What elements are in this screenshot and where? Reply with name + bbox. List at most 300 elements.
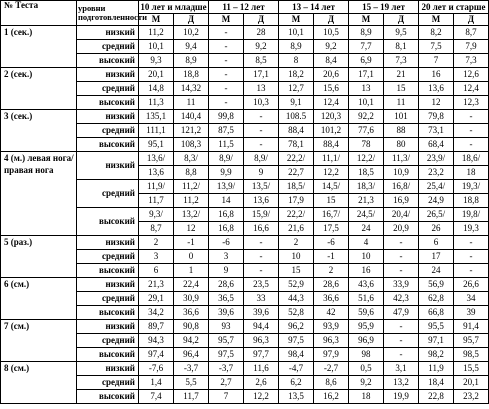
value-cell: 15 bbox=[279, 264, 314, 278]
value-cell: 8,8 bbox=[174, 166, 209, 180]
value-cell: 16,2 bbox=[314, 390, 349, 404]
value-cell: 95,7 bbox=[454, 334, 489, 348]
value-cell: 23,5 bbox=[244, 278, 279, 292]
value-cell: - bbox=[384, 236, 419, 250]
value-cell: 101 bbox=[384, 110, 419, 124]
value-cell: 73,1 bbox=[419, 124, 454, 138]
value-cell: - bbox=[244, 264, 279, 278]
value-cell: 8,4 bbox=[314, 54, 349, 68]
fitness-level-cell: средний bbox=[77, 124, 139, 138]
value-cell: 96,4 bbox=[174, 348, 209, 362]
table-row bbox=[1, 278, 489, 292]
value-cell: 8,2 bbox=[419, 26, 454, 40]
value-cell: 9,5 bbox=[384, 26, 419, 40]
age-group-header: 13 – 14 лет bbox=[279, 1, 349, 14]
value-cell: 10,1 bbox=[349, 96, 384, 110]
fitness-level-cell: высокий bbox=[77, 138, 139, 152]
value-cell: 14,8 bbox=[139, 82, 174, 96]
value-cell: 8,3/ bbox=[174, 152, 209, 166]
value-cell: 11,5 bbox=[209, 138, 244, 152]
value-cell: - bbox=[384, 250, 419, 264]
sex-header-male: М bbox=[209, 14, 244, 26]
value-cell: 95,9 bbox=[349, 320, 384, 334]
sex-header-male: М bbox=[349, 14, 384, 26]
table-row bbox=[1, 320, 489, 334]
value-cell: 2,6 bbox=[244, 376, 279, 390]
fitness-level-cell: высокий bbox=[77, 96, 139, 110]
test-number-cell: 2 (сек.) bbox=[1, 68, 77, 110]
value-cell: 8,7 bbox=[454, 26, 489, 40]
value-cell: 66,8 bbox=[419, 306, 454, 320]
value-cell: 95,7 bbox=[209, 334, 244, 348]
table-row bbox=[1, 68, 489, 82]
fitness-level-cell: высокий bbox=[77, 54, 139, 68]
value-cell: 44,3 bbox=[279, 292, 314, 306]
value-cell: 11,7 bbox=[139, 194, 174, 208]
value-cell: 18,8 bbox=[174, 68, 209, 82]
value-cell: 7,7 bbox=[349, 40, 384, 54]
value-cell: 6,9 bbox=[349, 54, 384, 68]
value-cell: 10,3 bbox=[244, 96, 279, 110]
fitness-level-header: уровни подготовленности bbox=[77, 1, 139, 26]
value-cell: 10,1 bbox=[139, 40, 174, 54]
value-cell: 11,3/ bbox=[384, 152, 419, 166]
value-cell: 23,9/ bbox=[419, 152, 454, 166]
fitness-level-cell: средний bbox=[77, 40, 139, 54]
value-cell: 96,3 bbox=[244, 334, 279, 348]
value-cell: 42,3 bbox=[384, 292, 419, 306]
value-cell: 15,6 bbox=[314, 82, 349, 96]
value-cell: - bbox=[244, 138, 279, 152]
value-cell: 28,6 bbox=[209, 278, 244, 292]
value-cell: 140,4 bbox=[174, 110, 209, 124]
value-cell: 56,9 bbox=[419, 278, 454, 292]
value-cell: 39 bbox=[454, 306, 489, 320]
fitness-level-cell: средний bbox=[77, 334, 139, 348]
value-cell: 13 bbox=[244, 82, 279, 96]
value-cell: 97,1 bbox=[419, 334, 454, 348]
fitness-level-cell: средний bbox=[77, 292, 139, 306]
test-number-cell: 3 (сек.) bbox=[1, 110, 77, 152]
value-cell: 9,2 bbox=[244, 40, 279, 54]
value-cell: 12,4 bbox=[454, 82, 489, 96]
value-cell: 39,6 bbox=[209, 306, 244, 320]
value-cell: 5,5 bbox=[174, 376, 209, 390]
value-cell: 99,8 bbox=[209, 110, 244, 124]
value-cell: 79,8 bbox=[419, 110, 454, 124]
value-cell: -2,7 bbox=[314, 362, 349, 376]
fitness-level-cell: низкий bbox=[77, 362, 139, 376]
value-cell: -4,7 bbox=[279, 362, 314, 376]
value-cell: 6 bbox=[139, 264, 174, 278]
value-cell: 17,9 bbox=[279, 194, 314, 208]
value-cell: 26,5/ bbox=[419, 208, 454, 222]
value-cell: 98 bbox=[349, 348, 384, 362]
value-cell: 8,6 bbox=[314, 376, 349, 390]
value-cell: 10,2 bbox=[174, 26, 209, 40]
table-row bbox=[1, 110, 489, 124]
value-cell: 93 bbox=[209, 320, 244, 334]
value-cell: 13,5/ bbox=[244, 180, 279, 194]
fitness-level-cell: средний bbox=[77, 376, 139, 390]
value-cell: 6 bbox=[419, 236, 454, 250]
value-cell: 21 bbox=[384, 68, 419, 82]
value-cell: 9,4 bbox=[174, 40, 209, 54]
value-cell: 21,3 bbox=[139, 278, 174, 292]
sex-header-female: Д bbox=[454, 14, 489, 26]
value-cell: 91,4 bbox=[454, 320, 489, 334]
fitness-level-cell: средний bbox=[77, 180, 139, 208]
value-cell: 16,6 bbox=[244, 222, 279, 236]
value-cell: 20,9 bbox=[384, 222, 419, 236]
value-cell: 7,3 bbox=[454, 54, 489, 68]
value-cell: 11,6 bbox=[244, 362, 279, 376]
value-cell: 15 bbox=[314, 194, 349, 208]
value-cell: 11,2 bbox=[139, 26, 174, 40]
age-group-header: 15 – 19 лет bbox=[349, 1, 419, 14]
value-cell: 21,6 bbox=[279, 222, 314, 236]
value-cell: 24,9 bbox=[419, 194, 454, 208]
value-cell: -6 bbox=[209, 236, 244, 250]
value-cell: 11,7 bbox=[174, 390, 209, 404]
value-cell: 120,3 bbox=[314, 110, 349, 124]
value-cell: 10 bbox=[349, 250, 384, 264]
value-cell: 52,8 bbox=[279, 306, 314, 320]
value-cell: 96,3 bbox=[314, 334, 349, 348]
fitness-level-cell: низкий bbox=[77, 278, 139, 292]
value-cell: 8,9/ bbox=[209, 152, 244, 166]
value-cell: 24 bbox=[419, 264, 454, 278]
value-cell: 17,1 bbox=[349, 68, 384, 82]
table-body bbox=[1, 26, 489, 404]
value-cell: 17,1 bbox=[244, 68, 279, 82]
test-number-cell: 4 (м.) левая нога/правая нога bbox=[1, 152, 77, 236]
age-group-header: 20 лет и старше bbox=[419, 1, 489, 14]
value-cell: 39,6 bbox=[244, 306, 279, 320]
value-cell: 8,9 bbox=[349, 26, 384, 40]
value-cell: 8,9/ bbox=[244, 152, 279, 166]
value-cell: - bbox=[454, 264, 489, 278]
value-cell: 42 bbox=[314, 306, 349, 320]
fitness-level-cell: низкий bbox=[77, 110, 139, 124]
value-cell: 12,2/ bbox=[349, 152, 384, 166]
fitness-level-cell: низкий bbox=[77, 68, 139, 82]
value-cell: - bbox=[244, 110, 279, 124]
value-cell: 11,3 bbox=[139, 96, 174, 110]
value-cell: 8,1 bbox=[384, 40, 419, 54]
value-cell: 77,6 bbox=[349, 124, 384, 138]
value-cell: 18 bbox=[454, 166, 489, 180]
value-cell: 13,2 bbox=[384, 376, 419, 390]
fitness-level-cell: высокий bbox=[77, 348, 139, 362]
value-cell: 101,2 bbox=[314, 124, 349, 138]
value-cell: 11,9/ bbox=[139, 180, 174, 194]
value-cell: 20,1 bbox=[454, 376, 489, 390]
value-cell: 15 bbox=[384, 82, 419, 96]
fitness-level-cell: высокий bbox=[77, 390, 139, 404]
value-cell: - bbox=[454, 110, 489, 124]
value-cell: 88,4 bbox=[279, 124, 314, 138]
fitness-level-cell: высокий bbox=[77, 306, 139, 320]
value-cell: 88 bbox=[384, 124, 419, 138]
value-cell: 7 bbox=[419, 54, 454, 68]
value-cell: 36,6 bbox=[174, 306, 209, 320]
value-cell: 15,9/ bbox=[244, 208, 279, 222]
value-cell: 17 bbox=[419, 250, 454, 264]
value-cell: 59,6 bbox=[349, 306, 384, 320]
sex-header-female: Д bbox=[384, 14, 419, 26]
value-cell: 18,8 bbox=[454, 194, 489, 208]
sex-header-female: Д bbox=[314, 14, 349, 26]
value-cell: 47,9 bbox=[384, 306, 419, 320]
value-cell: 18,5 bbox=[349, 166, 384, 180]
value-cell: 13,5 bbox=[279, 390, 314, 404]
value-cell: - bbox=[384, 264, 419, 278]
value-cell: - bbox=[209, 54, 244, 68]
value-cell: - bbox=[454, 250, 489, 264]
sex-header-female: Д bbox=[244, 14, 279, 26]
value-cell: 12,2 bbox=[244, 390, 279, 404]
table-row bbox=[1, 152, 489, 166]
value-cell: 7,4 bbox=[139, 390, 174, 404]
age-group-header: 11 – 12 лет bbox=[209, 1, 279, 14]
value-cell: 97,5 bbox=[209, 348, 244, 362]
test-number-cell: 8 (см.) bbox=[1, 362, 77, 404]
fitness-level-cell: низкий bbox=[77, 152, 139, 180]
value-cell: 19,3/ bbox=[454, 180, 489, 194]
value-cell: 96,2 bbox=[279, 320, 314, 334]
value-cell: 18,3/ bbox=[349, 180, 384, 194]
value-cell: 8 bbox=[279, 54, 314, 68]
value-cell: 14,5/ bbox=[314, 180, 349, 194]
value-cell: 18,5/ bbox=[279, 180, 314, 194]
fitness-level-cell: средний bbox=[77, 82, 139, 96]
value-cell: 13,6 bbox=[244, 194, 279, 208]
fitness-level-cell: низкий bbox=[77, 26, 139, 40]
value-cell: 16,7/ bbox=[314, 208, 349, 222]
value-cell: 22,2/ bbox=[279, 208, 314, 222]
value-cell: 12,2 bbox=[314, 166, 349, 180]
value-cell: 29,1 bbox=[139, 292, 174, 306]
value-cell: - bbox=[209, 82, 244, 96]
value-cell: 7 bbox=[209, 390, 244, 404]
value-cell: 98,4 bbox=[279, 348, 314, 362]
value-cell: 1,4 bbox=[139, 376, 174, 390]
value-cell: 22,2/ bbox=[279, 152, 314, 166]
value-cell: 19,9 bbox=[384, 390, 419, 404]
value-cell: 22,4 bbox=[174, 278, 209, 292]
value-cell: 12 bbox=[174, 222, 209, 236]
value-cell: 98,2 bbox=[419, 348, 454, 362]
value-cell: 28,6 bbox=[314, 278, 349, 292]
value-cell: 2 bbox=[139, 236, 174, 250]
value-cell: 18,4 bbox=[419, 376, 454, 390]
value-cell: 18 bbox=[349, 390, 384, 404]
value-cell: 13,9/ bbox=[209, 180, 244, 194]
value-cell: 13,6/ bbox=[139, 152, 174, 166]
value-cell: 16,8 bbox=[209, 222, 244, 236]
value-cell: - bbox=[244, 124, 279, 138]
value-cell: 97,5 bbox=[279, 334, 314, 348]
value-cell: 8,9 bbox=[279, 40, 314, 54]
value-cell: 90,8 bbox=[174, 320, 209, 334]
value-cell: 16,8 bbox=[209, 208, 244, 222]
value-cell: 26 bbox=[419, 222, 454, 236]
value-cell: 2 bbox=[314, 264, 349, 278]
value-cell: 11,2 bbox=[174, 194, 209, 208]
value-cell: 51,6 bbox=[349, 292, 384, 306]
value-cell: 94,3 bbox=[139, 334, 174, 348]
fitness-level-cell: высокий bbox=[77, 208, 139, 236]
value-cell: 9 bbox=[209, 264, 244, 278]
value-cell: 97,9 bbox=[314, 348, 349, 362]
table-header bbox=[1, 1, 489, 26]
value-cell: 24,5/ bbox=[349, 208, 384, 222]
value-cell: -1 bbox=[174, 236, 209, 250]
value-cell: 10,5 bbox=[314, 26, 349, 40]
value-cell: 121,2 bbox=[174, 124, 209, 138]
value-cell: 22,7 bbox=[279, 166, 314, 180]
value-cell: -3,7 bbox=[209, 362, 244, 376]
value-cell: 94,2 bbox=[174, 334, 209, 348]
value-cell: 9,2 bbox=[314, 40, 349, 54]
table-row bbox=[1, 26, 489, 40]
value-cell: 68,4 bbox=[419, 138, 454, 152]
value-cell: 135,1 bbox=[139, 110, 174, 124]
value-cell: 20,6 bbox=[314, 68, 349, 82]
value-cell: 80 bbox=[384, 138, 419, 152]
value-cell: 3 bbox=[209, 250, 244, 264]
value-cell: 111,1 bbox=[139, 124, 174, 138]
value-cell: 97,7 bbox=[244, 348, 279, 362]
table-row bbox=[1, 236, 489, 250]
value-cell: 92,2 bbox=[349, 110, 384, 124]
sex-header-male: М bbox=[139, 14, 174, 26]
value-cell: 16 bbox=[419, 68, 454, 82]
value-cell: 9,9 bbox=[209, 166, 244, 180]
value-cell: 98,5 bbox=[454, 348, 489, 362]
value-cell: 10,1 bbox=[279, 26, 314, 40]
value-cell: 8,7 bbox=[139, 222, 174, 236]
value-cell: 95,1 bbox=[139, 138, 174, 152]
value-cell: 11,1/ bbox=[314, 152, 349, 166]
value-cell: 52,9 bbox=[279, 278, 314, 292]
value-cell: 89,7 bbox=[139, 320, 174, 334]
value-cell: 108,3 bbox=[174, 138, 209, 152]
table-row bbox=[1, 362, 489, 376]
value-cell: -7,6 bbox=[139, 362, 174, 376]
value-cell: 6,2 bbox=[279, 376, 314, 390]
value-cell: 33 bbox=[244, 292, 279, 306]
value-cell: 3 bbox=[139, 250, 174, 264]
value-cell: 11,2/ bbox=[174, 180, 209, 194]
value-cell: 95,5 bbox=[419, 320, 454, 334]
value-cell: 9,3 bbox=[139, 54, 174, 68]
value-cell: 94,4 bbox=[244, 320, 279, 334]
value-cell: 4 bbox=[349, 236, 384, 250]
value-cell: 1 bbox=[174, 264, 209, 278]
value-cell: 7,3 bbox=[384, 54, 419, 68]
value-cell: 87,5 bbox=[209, 124, 244, 138]
value-cell: 13 bbox=[349, 82, 384, 96]
fitness-level-cell: низкий bbox=[77, 320, 139, 334]
value-cell: 9,2 bbox=[349, 376, 384, 390]
value-cell: 34 bbox=[454, 292, 489, 306]
value-cell: 96,9 bbox=[349, 334, 384, 348]
value-cell: 21,3 bbox=[349, 194, 384, 208]
value-cell: 13,6 bbox=[139, 166, 174, 180]
value-cell: 11 bbox=[174, 96, 209, 110]
value-cell: 23,2 bbox=[454, 390, 489, 404]
value-cell: - bbox=[454, 236, 489, 250]
value-cell: 7,9 bbox=[454, 40, 489, 54]
value-cell: 14,32 bbox=[174, 82, 209, 96]
value-cell: 9,3/ bbox=[139, 208, 174, 222]
value-cell: 19,8/ bbox=[454, 208, 489, 222]
value-cell: 30,9 bbox=[174, 292, 209, 306]
value-cell: - bbox=[454, 138, 489, 152]
value-cell: 16 bbox=[349, 264, 384, 278]
value-cell: 16,8/ bbox=[384, 180, 419, 194]
value-cell: 43,6 bbox=[349, 278, 384, 292]
value-cell: 12,4 bbox=[314, 96, 349, 110]
value-cell: 11,9 bbox=[419, 362, 454, 376]
value-cell: 36,5 bbox=[209, 292, 244, 306]
test-number-cell: 1 (сек.) bbox=[1, 26, 77, 68]
value-cell: 23,2 bbox=[419, 166, 454, 180]
value-cell: - bbox=[384, 334, 419, 348]
value-cell: 10 bbox=[279, 250, 314, 264]
value-cell: 2,7 bbox=[209, 376, 244, 390]
value-cell: 8,5 bbox=[244, 54, 279, 68]
value-cell: 9 bbox=[244, 166, 279, 180]
value-cell: 13,6 bbox=[419, 82, 454, 96]
value-cell: 18,6/ bbox=[454, 152, 489, 166]
value-cell: 36,6 bbox=[314, 292, 349, 306]
sex-header-male: М bbox=[279, 14, 314, 26]
value-cell: - bbox=[384, 348, 419, 362]
value-cell: 108.5 bbox=[279, 110, 314, 124]
value-cell: 20,4/ bbox=[384, 208, 419, 222]
value-cell: 8,9 bbox=[174, 54, 209, 68]
sex-header-male: М bbox=[419, 14, 454, 26]
value-cell: 15,5 bbox=[454, 362, 489, 376]
sex-header-female: Д bbox=[174, 14, 209, 26]
value-cell: - bbox=[209, 26, 244, 40]
value-cell: - bbox=[244, 236, 279, 250]
value-cell: 25,4/ bbox=[419, 180, 454, 194]
value-cell: - bbox=[209, 68, 244, 82]
value-cell: -6 bbox=[314, 236, 349, 250]
value-cell: 7,5 bbox=[419, 40, 454, 54]
value-cell: -3,7 bbox=[174, 362, 209, 376]
value-cell: 10,9 bbox=[384, 166, 419, 180]
value-cell: 0,5 bbox=[349, 362, 384, 376]
value-cell: 22,8 bbox=[419, 390, 454, 404]
value-cell: 12 bbox=[419, 96, 454, 110]
value-cell: - bbox=[209, 40, 244, 54]
test-number-header: № Теста bbox=[1, 1, 77, 26]
value-cell: 12,6 bbox=[454, 68, 489, 82]
value-cell: 28 bbox=[244, 26, 279, 40]
age-group-header: 10 лет и младше bbox=[140, 1, 207, 12]
value-cell: - bbox=[454, 124, 489, 138]
value-cell: 24 bbox=[349, 222, 384, 236]
fitness-level-cell: средний bbox=[77, 250, 139, 264]
value-cell: 78,1 bbox=[279, 138, 314, 152]
value-cell: 26,6 bbox=[454, 278, 489, 292]
value-cell: - bbox=[244, 250, 279, 264]
